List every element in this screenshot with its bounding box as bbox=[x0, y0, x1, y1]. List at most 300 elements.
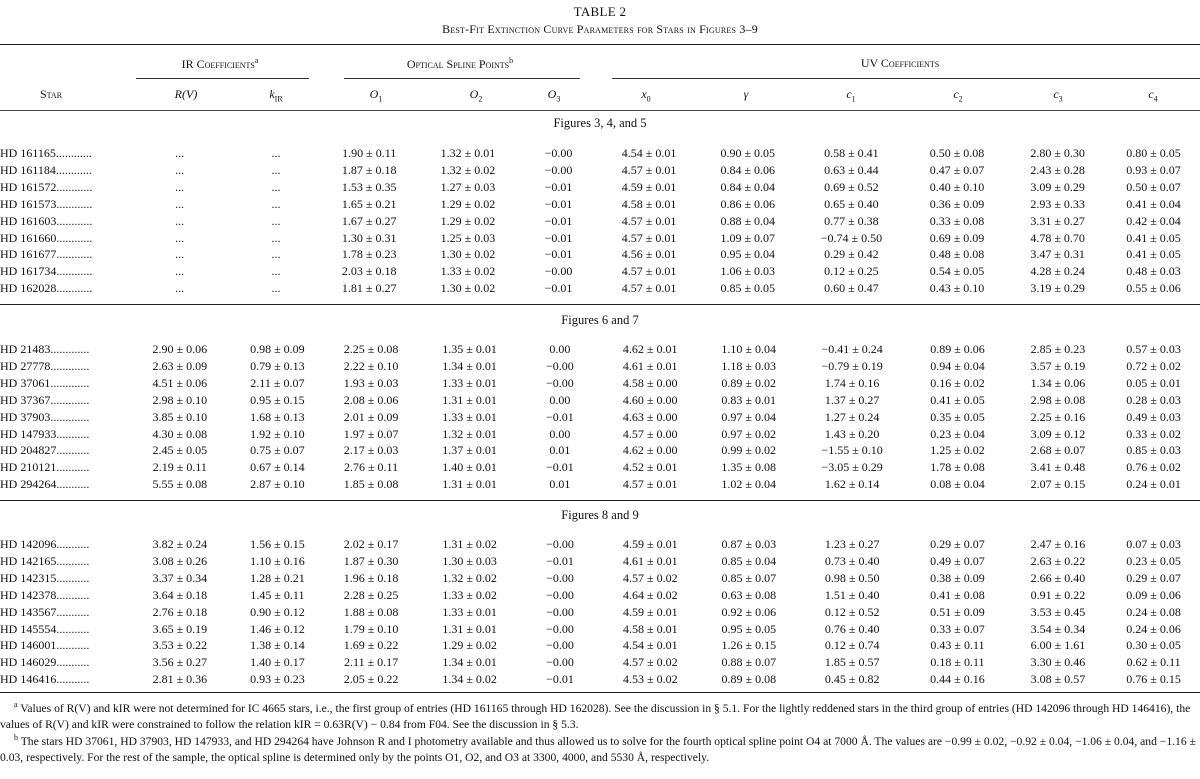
value-cell: 0.89 ± 0.02 bbox=[721, 375, 776, 390]
star-name-cell: HD 37367............. bbox=[0, 392, 90, 407]
value-cell: 1.32 ± 0.01 bbox=[442, 426, 497, 441]
value-cell: 1.34 ± 0.01 bbox=[442, 655, 497, 670]
table-row bbox=[0, 426, 1200, 443]
value-cell: −0.01 bbox=[544, 179, 573, 194]
value-cell: 3.53 ± 0.22 bbox=[152, 638, 208, 653]
value-cell: 0.95 ± 0.05 bbox=[721, 621, 777, 636]
star-name-cell: HD 143567........... bbox=[0, 604, 90, 619]
value-cell: 1.02 ± 0.04 bbox=[721, 477, 776, 492]
value-cell: 1.43 ± 0.20 bbox=[824, 426, 880, 441]
value-cell: 0.83 ± 0.01 bbox=[721, 392, 776, 407]
value-cell: 1.33 ± 0.02 bbox=[440, 264, 496, 279]
value-cell: 0.36 ± 0.09 bbox=[929, 196, 985, 211]
value-cell: 3.54 ± 0.34 bbox=[1030, 621, 1086, 636]
value-cell: 0.77 ± 0.38 bbox=[824, 213, 879, 228]
value-cell: 2.28 ± 0.25 bbox=[343, 587, 399, 602]
value-cell: 2.85 ± 0.23 bbox=[1030, 342, 1086, 356]
value-cell: ... bbox=[175, 281, 185, 296]
value-cell: 1.53 ± 0.35 bbox=[341, 179, 397, 194]
value-cell: 1.29 ± 0.02 bbox=[440, 196, 496, 211]
value-cell: 6.00 ± 1.61 bbox=[1030, 638, 1086, 653]
value-cell: 3.09 ± 0.12 bbox=[1030, 426, 1086, 441]
star-name-cell: HD 146416........... bbox=[0, 672, 90, 687]
group-rule-uv bbox=[612, 78, 1200, 79]
table-row bbox=[0, 442, 1200, 459]
value-cell: 1.37 ± 0.27 bbox=[824, 392, 880, 407]
value-cell: 2.02 ± 0.17 bbox=[343, 537, 399, 551]
value-cell: 4.61 ± 0.01 bbox=[623, 553, 678, 568]
value-cell: ... bbox=[271, 162, 281, 177]
value-cell: 3.47 ± 0.31 bbox=[1030, 247, 1085, 262]
value-cell: 1.31 ± 0.01 bbox=[442, 621, 497, 636]
value-cell: 3.57 ± 0.19 bbox=[1030, 358, 1086, 373]
star-name-cell: HD 161677............ bbox=[0, 247, 93, 262]
value-cell: 0.24 ± 0.06 bbox=[1126, 621, 1181, 636]
value-cell: 4.59 ± 0.01 bbox=[623, 537, 678, 551]
value-cell: −0.00 bbox=[544, 162, 573, 177]
value-cell: −0.00 bbox=[545, 375, 574, 390]
section-rule bbox=[0, 500, 1200, 501]
value-cell: 3.30 ± 0.46 bbox=[1030, 655, 1086, 670]
value-cell: ... bbox=[271, 264, 281, 279]
value-cell: 1.78 ± 0.23 bbox=[341, 247, 397, 262]
group-rule-optical bbox=[344, 78, 580, 79]
table-row bbox=[0, 553, 1200, 570]
value-cell: 2.11 ± 0.07 bbox=[250, 375, 305, 390]
value-cell: 0.43 ± 0.11 bbox=[930, 638, 985, 653]
value-cell: 1.34 ± 0.01 bbox=[442, 358, 497, 373]
value-cell: 0.62 ± 0.11 bbox=[1126, 655, 1181, 670]
value-cell: 0.28 ± 0.03 bbox=[1126, 392, 1181, 407]
value-cell: 3.82 ± 0.24 bbox=[152, 537, 208, 551]
value-cell: 2.98 ± 0.10 bbox=[152, 392, 208, 407]
value-cell: 1.38 ± 0.14 bbox=[250, 638, 305, 653]
value-cell: 0.00 bbox=[549, 342, 571, 356]
value-cell: −1.55 ± 0.10 bbox=[821, 443, 883, 458]
value-cell: 0.67 ± 0.14 bbox=[250, 460, 305, 475]
value-cell: 4.59 ± 0.01 bbox=[621, 179, 677, 194]
value-cell: 4.30 ± 0.08 bbox=[152, 426, 208, 441]
star-name-cell: HD 161572............ bbox=[0, 179, 93, 194]
table-row bbox=[0, 196, 1200, 213]
table-row bbox=[0, 392, 1200, 409]
table-row bbox=[0, 145, 1200, 162]
value-cell: 0.12 ± 0.74 bbox=[824, 638, 880, 653]
value-cell: 3.08 ± 0.26 bbox=[152, 553, 208, 568]
value-cell: 1.51 ± 0.40 bbox=[824, 587, 880, 602]
value-cell: −0.00 bbox=[546, 537, 574, 551]
value-cell: 2.76 ± 0.18 bbox=[152, 604, 208, 619]
value-cell: 2.76 ± 0.11 bbox=[343, 460, 399, 475]
value-cell: 2.93 ± 0.33 bbox=[1030, 196, 1085, 211]
value-cell: 3.37 ± 0.34 bbox=[152, 570, 208, 585]
value-cell: −0.00 bbox=[545, 358, 574, 373]
star-name-cell: HD 161573............ bbox=[0, 196, 93, 211]
value-cell: 1.30 ± 0.02 bbox=[440, 281, 496, 296]
value-cell: 4.58 ± 0.01 bbox=[621, 196, 677, 211]
value-cell: −0.41 ± 0.24 bbox=[821, 342, 883, 356]
value-cell: 0.97 ± 0.04 bbox=[721, 409, 776, 424]
value-cell: 0.69 ± 0.09 bbox=[929, 230, 985, 245]
value-cell: 0.88 ± 0.04 bbox=[720, 213, 776, 228]
value-cell: 0.41 ± 0.05 bbox=[1126, 230, 1181, 245]
value-cell: 4.57 ± 0.02 bbox=[623, 655, 678, 670]
value-cell: 0.07 ± 0.03 bbox=[1126, 537, 1181, 551]
value-cell: −0.00 bbox=[546, 570, 574, 585]
value-cell: 5.55 ± 0.08 bbox=[152, 477, 208, 492]
value-cell: 1.29 ± 0.02 bbox=[442, 638, 497, 653]
value-cell: 0.40 ± 0.10 bbox=[929, 179, 985, 194]
value-cell: 2.43 ± 0.28 bbox=[1030, 162, 1085, 177]
value-cell: 0.44 ± 0.16 bbox=[930, 672, 985, 687]
table-row bbox=[0, 358, 1200, 375]
value-cell: 3.08 ± 0.57 bbox=[1030, 672, 1086, 687]
value-cell: 0.99 ± 0.02 bbox=[721, 443, 776, 458]
value-cell: 2.17 ± 0.03 bbox=[343, 443, 399, 458]
value-cell: 1.29 ± 0.02 bbox=[440, 213, 496, 228]
value-cell: 3.41 ± 0.48 bbox=[1030, 460, 1086, 475]
value-cell: ... bbox=[175, 196, 185, 211]
value-cell: 0.86 ± 0.06 bbox=[720, 196, 776, 211]
value-cell: 0.23 ± 0.04 bbox=[930, 426, 985, 441]
value-cell: 1.65 ± 0.21 bbox=[341, 196, 397, 211]
value-cell: 0.84 ± 0.06 bbox=[720, 162, 776, 177]
value-cell: 0.41 ± 0.05 bbox=[1126, 247, 1181, 262]
value-cell: 1.09 ± 0.07 bbox=[720, 230, 776, 245]
table-row bbox=[0, 213, 1200, 230]
value-cell: 0.47 ± 0.07 bbox=[929, 162, 985, 177]
table-row bbox=[0, 280, 1200, 297]
value-cell: 1.37 ± 0.01 bbox=[442, 443, 497, 458]
value-cell: 1.34 ± 0.02 bbox=[442, 672, 497, 687]
star-name-cell: HD 161165............ bbox=[0, 146, 92, 160]
value-cell: 4.62 ± 0.00 bbox=[622, 443, 678, 458]
column-header-star: Star bbox=[40, 87, 63, 101]
value-cell: 0.98 ± 0.09 bbox=[250, 342, 305, 356]
value-cell: −0.01 bbox=[544, 230, 573, 245]
value-cell: 1.33 ± 0.01 bbox=[442, 375, 497, 390]
value-cell: 0.92 ± 0.06 bbox=[721, 604, 777, 619]
value-cell: 0.23 ± 0.05 bbox=[1126, 553, 1181, 568]
value-cell: 1.30 ± 0.03 bbox=[442, 553, 497, 568]
value-cell: ... bbox=[271, 179, 281, 194]
value-cell: −0.00 bbox=[544, 264, 573, 279]
value-cell: 1.62 ± 0.14 bbox=[824, 477, 880, 492]
value-cell: −0.00 bbox=[546, 621, 574, 636]
value-cell: 0.38 ± 0.09 bbox=[930, 570, 985, 585]
value-cell: 1.85 ± 0.08 bbox=[343, 477, 399, 492]
value-cell: 2.08 ± 0.06 bbox=[343, 392, 399, 407]
value-cell: 0.51 ± 0.09 bbox=[930, 604, 985, 619]
value-cell: 0.93 ± 0.07 bbox=[1126, 162, 1181, 177]
value-cell: 1.28 ± 0.21 bbox=[250, 570, 305, 585]
value-cell: 2.03 ± 0.18 bbox=[341, 264, 397, 279]
value-cell: 0.50 ± 0.08 bbox=[929, 146, 985, 160]
value-cell: 4.61 ± 0.01 bbox=[622, 358, 678, 373]
star-name-cell: HD 161734............ bbox=[0, 264, 93, 279]
value-cell: 0.43 ± 0.10 bbox=[929, 281, 985, 296]
table-row bbox=[0, 409, 1200, 426]
table-row bbox=[0, 162, 1200, 179]
value-cell: 2.11 ± 0.17 bbox=[344, 655, 399, 670]
value-cell: 4.78 ± 0.70 bbox=[1030, 230, 1085, 245]
value-cell: 0.35 ± 0.05 bbox=[930, 409, 985, 424]
value-cell: 2.98 ± 0.08 bbox=[1030, 392, 1086, 407]
value-cell: 1.81 ± 0.27 bbox=[341, 281, 397, 296]
value-cell: 0.24 ± 0.08 bbox=[1126, 604, 1181, 619]
value-cell: 3.65 ± 0.19 bbox=[152, 621, 208, 636]
value-cell: 0.42 ± 0.04 bbox=[1126, 213, 1181, 228]
value-cell: 0.72 ± 0.02 bbox=[1126, 358, 1181, 373]
value-cell: 0.90 ± 0.05 bbox=[720, 146, 776, 160]
value-cell: 1.97 ± 0.07 bbox=[343, 426, 399, 441]
value-cell: 2.81 ± 0.36 bbox=[152, 672, 208, 687]
star-name-cell: HD 142315........... bbox=[0, 570, 90, 585]
value-cell: 0.18 ± 0.11 bbox=[930, 655, 985, 670]
value-cell: ... bbox=[175, 230, 185, 245]
value-cell: 0.48 ± 0.03 bbox=[1126, 264, 1181, 279]
value-cell: 0.88 ± 0.07 bbox=[721, 655, 777, 670]
star-name-cell: HD 162028............ bbox=[0, 281, 93, 296]
value-cell: 0.95 ± 0.15 bbox=[250, 392, 305, 407]
value-cell: 1.92 ± 0.10 bbox=[250, 426, 305, 441]
value-cell: 1.96 ± 0.18 bbox=[343, 570, 399, 585]
star-name-cell: HD 147933........... bbox=[0, 426, 90, 441]
value-cell: 1.87 ± 0.18 bbox=[341, 162, 397, 177]
value-cell: 1.30 ± 0.31 bbox=[341, 230, 397, 245]
value-cell: 4.59 ± 0.01 bbox=[623, 604, 678, 619]
value-cell: 0.98 ± 0.50 bbox=[824, 570, 880, 585]
table-row bbox=[0, 263, 1200, 280]
value-cell: −0.00 bbox=[544, 146, 573, 160]
value-cell: 0.58 ± 0.41 bbox=[824, 146, 879, 160]
value-cell: ... bbox=[175, 146, 185, 160]
value-cell: 1.31 ± 0.02 bbox=[442, 537, 497, 551]
value-cell: 0.91 ± 0.22 bbox=[1030, 587, 1086, 602]
table-row bbox=[0, 587, 1200, 604]
value-cell: 0.01 bbox=[549, 443, 571, 458]
value-cell: 2.80 ± 0.30 bbox=[1030, 146, 1085, 160]
value-cell: 1.27 ± 0.24 bbox=[824, 409, 880, 424]
table-row bbox=[0, 654, 1200, 671]
value-cell: ... bbox=[175, 179, 185, 194]
value-cell: 2.63 ± 0.22 bbox=[1030, 553, 1086, 568]
star-name-cell: HD 21483............. bbox=[0, 342, 90, 356]
value-cell: 1.33 ± 0.01 bbox=[442, 409, 497, 424]
star-name-cell: HD 145554........... bbox=[0, 621, 90, 636]
value-cell: −0.01 bbox=[546, 553, 574, 568]
value-cell: 0.80 ± 0.05 bbox=[1126, 146, 1181, 160]
value-cell: −0.79 ± 0.19 bbox=[821, 358, 883, 373]
value-cell: 0.33 ± 0.07 bbox=[930, 621, 985, 636]
value-cell: 1.46 ± 0.12 bbox=[250, 621, 305, 636]
value-cell: 1.31 ± 0.01 bbox=[442, 392, 497, 407]
value-cell: 2.05 ± 0.22 bbox=[343, 672, 399, 687]
value-cell: 0.48 ± 0.08 bbox=[929, 247, 985, 262]
value-cell: 0.16 ± 0.02 bbox=[930, 375, 985, 390]
table-row bbox=[0, 341, 1200, 358]
value-cell: 0.29 ± 0.07 bbox=[930, 537, 985, 551]
value-cell: 2.01 ± 0.09 bbox=[343, 409, 399, 424]
value-cell: 0.87 ± 0.03 bbox=[721, 537, 777, 551]
value-cell: 1.10 ± 0.16 bbox=[250, 553, 305, 568]
value-cell: 0.69 ± 0.52 bbox=[824, 179, 879, 194]
value-cell: −0.01 bbox=[545, 460, 574, 475]
table-row bbox=[0, 230, 1200, 247]
value-cell: 1.88 ± 0.08 bbox=[343, 604, 399, 619]
table-row bbox=[0, 604, 1200, 621]
table-row bbox=[0, 570, 1200, 587]
value-cell: 0.63 ± 0.44 bbox=[824, 162, 879, 177]
header-rule bbox=[0, 110, 1200, 111]
value-cell: 4.57 ± 0.01 bbox=[621, 230, 677, 245]
value-cell: 1.31 ± 0.01 bbox=[442, 477, 497, 492]
value-cell: 1.40 ± 0.01 bbox=[442, 460, 497, 475]
value-cell: 1.56 ± 0.15 bbox=[250, 537, 305, 551]
value-cell: ... bbox=[271, 196, 281, 211]
value-cell: ... bbox=[175, 247, 185, 262]
value-cell: 1.25 ± 0.02 bbox=[930, 443, 985, 458]
star-name-cell: HD 204827........... bbox=[0, 443, 90, 458]
value-cell: −0.01 bbox=[544, 247, 573, 262]
value-cell: −0.01 bbox=[544, 281, 573, 296]
group-rule-ir bbox=[136, 78, 309, 79]
top-rule bbox=[0, 44, 1200, 45]
value-cell: 4.57 ± 0.01 bbox=[621, 213, 677, 228]
value-cell: 4.56 ± 0.01 bbox=[621, 247, 677, 262]
value-cell: 1.23 ± 0.27 bbox=[824, 537, 880, 551]
value-cell: 0.05 ± 0.01 bbox=[1126, 375, 1181, 390]
value-cell: 0.93 ± 0.23 bbox=[250, 672, 305, 687]
table-row bbox=[0, 179, 1200, 196]
value-cell: 1.74 ± 0.16 bbox=[824, 375, 880, 390]
value-cell: 0.50 ± 0.07 bbox=[1126, 179, 1181, 194]
column-header-o1: $O_1$ bbox=[369, 87, 383, 104]
value-cell: 4.57 ± 0.02 bbox=[623, 570, 678, 585]
column-header-kir: $k_{IR}$ bbox=[269, 87, 283, 104]
value-cell: ... bbox=[175, 162, 185, 177]
value-cell: 1.93 ± 0.03 bbox=[343, 375, 399, 390]
value-cell: 3.09 ± 0.29 bbox=[1030, 179, 1085, 194]
value-cell: 1.32 ± 0.02 bbox=[442, 570, 497, 585]
data-table-section-1 bbox=[0, 145, 1200, 297]
value-cell: 2.66 ± 0.40 bbox=[1030, 570, 1086, 585]
table-row bbox=[0, 621, 1200, 638]
value-cell: 4.58 ± 0.01 bbox=[623, 621, 678, 636]
star-name-cell: HD 142378........... bbox=[0, 587, 90, 602]
value-cell: 1.90 ± 0.11 bbox=[342, 146, 397, 160]
value-cell: 0.73 ± 0.40 bbox=[824, 553, 880, 568]
value-cell: ... bbox=[271, 213, 281, 228]
value-cell: −0.00 bbox=[546, 655, 574, 670]
value-cell: 4.52 ± 0.01 bbox=[622, 460, 678, 475]
value-cell: 2.19 ± 0.11 bbox=[152, 460, 207, 475]
value-cell: 0.08 ± 0.04 bbox=[930, 477, 985, 492]
bottom-rule bbox=[0, 692, 1200, 693]
value-cell: ... bbox=[175, 213, 185, 228]
star-name-cell: HD 294264........... bbox=[0, 477, 90, 492]
group-header-uv: UV Coefficients bbox=[860, 56, 940, 70]
value-cell: 3.31 ± 0.27 bbox=[1030, 213, 1085, 228]
value-cell: 4.57 ± 0.01 bbox=[621, 264, 677, 279]
value-cell: 0.33 ± 0.08 bbox=[929, 213, 985, 228]
value-cell: 1.18 ± 0.03 bbox=[721, 358, 776, 373]
value-cell: 0.89 ± 0.08 bbox=[721, 672, 777, 687]
value-cell: 1.68 ± 0.13 bbox=[250, 409, 305, 424]
value-cell: −0.01 bbox=[545, 409, 574, 424]
value-cell: 0.85 ± 0.03 bbox=[1126, 443, 1181, 458]
value-cell: 4.60 ± 0.00 bbox=[622, 392, 678, 407]
star-name-cell: HD 161603............ bbox=[0, 213, 93, 228]
column-header-gamma: γ bbox=[743, 87, 749, 101]
value-cell: 0.76 ± 0.02 bbox=[1126, 460, 1181, 475]
value-cell: 4.54 ± 0.01 bbox=[621, 146, 677, 160]
value-cell: 4.64 ± 0.02 bbox=[623, 587, 678, 602]
value-cell: 0.75 ± 0.07 bbox=[250, 443, 305, 458]
value-cell: 1.25 ± 0.03 bbox=[440, 230, 496, 245]
star-name-cell: HD 161660............ bbox=[0, 230, 93, 245]
table-row bbox=[0, 637, 1200, 654]
star-name-cell: HD 142096........... bbox=[0, 537, 90, 551]
group-header-optical: Optical Spline Points$^b$ bbox=[406, 56, 514, 71]
value-cell: 0.01 bbox=[549, 477, 571, 492]
value-cell: 0.85 ± 0.04 bbox=[721, 553, 777, 568]
value-cell: 3.53 ± 0.45 bbox=[1030, 604, 1086, 619]
value-cell: 1.69 ± 0.22 bbox=[343, 638, 399, 653]
value-cell: 2.87 ± 0.10 bbox=[250, 477, 305, 492]
value-cell: 3.85 ± 0.10 bbox=[152, 409, 208, 424]
value-cell: 0.54 ± 0.05 bbox=[929, 264, 985, 279]
table-row bbox=[0, 671, 1200, 688]
value-cell: 2.45 ± 0.05 bbox=[152, 443, 208, 458]
value-cell: ... bbox=[271, 146, 281, 160]
value-cell: 1.33 ± 0.01 bbox=[442, 604, 497, 619]
column-header-c2: $c_2$ bbox=[953, 87, 963, 104]
value-cell: 0.89 ± 0.06 bbox=[930, 342, 985, 356]
table-row bbox=[0, 459, 1200, 476]
star-name-cell: HD 210121........... bbox=[0, 460, 90, 475]
value-cell: 1.35 ± 0.01 bbox=[442, 342, 497, 356]
table-caption: Best-Fit Extinction Curve Parameters for Stars in Figures 3–9 bbox=[442, 22, 758, 36]
star-name-cell: HD 161184............ bbox=[0, 162, 92, 177]
section-title: Figures 6 and 7 bbox=[561, 313, 639, 327]
value-cell: 0.41 ± 0.04 bbox=[1126, 196, 1181, 211]
value-cell: 0.65 ± 0.40 bbox=[824, 196, 879, 211]
value-cell: −0.01 bbox=[546, 672, 574, 687]
value-cell: 4.58 ± 0.00 bbox=[622, 375, 678, 390]
value-cell: 0.60 ± 0.47 bbox=[824, 281, 879, 296]
value-cell: 4.51 ± 0.06 bbox=[152, 375, 208, 390]
value-cell: 0.76 ± 0.40 bbox=[824, 621, 880, 636]
value-cell: 1.10 ± 0.04 bbox=[721, 342, 776, 356]
value-cell: −0.00 bbox=[546, 604, 574, 619]
value-cell: 2.68 ± 0.07 bbox=[1030, 443, 1086, 458]
group-header-ir: IR Coefficients$^a$ bbox=[181, 56, 259, 71]
star-name-cell: HD 27778............. bbox=[0, 358, 90, 373]
value-cell: 0.63 ± 0.08 bbox=[721, 587, 777, 602]
table-row bbox=[0, 375, 1200, 392]
footnote-a: $^a$ Values of R(V) and kIR were not determined for IC 4665 stars, i.e., the first group of entries (HD 161165 through HD 162028). See the discussion in § 5.1. For the lightly reddened stars in the third group of entries (HD 142096 through HD 146416), the values of R(V) and kIR were constrained to follow the relation kIR = 0.63R(V) − 0.84 from F04. See the discussion in § 5.3. bbox=[0, 700, 1191, 731]
value-cell: 2.07 ± 0.15 bbox=[1030, 477, 1086, 492]
table-number: TABLE 2 bbox=[573, 4, 627, 19]
value-cell: 0.76 ± 0.15 bbox=[1126, 672, 1181, 687]
value-cell: 0.79 ± 0.13 bbox=[250, 358, 305, 373]
value-cell: 0.41 ± 0.08 bbox=[930, 587, 985, 602]
value-cell: 1.32 ± 0.02 bbox=[440, 162, 496, 177]
value-cell: 0.24 ± 0.01 bbox=[1126, 477, 1181, 492]
star-name-cell: HD 146029........... bbox=[0, 655, 90, 670]
value-cell: ... bbox=[175, 264, 185, 279]
